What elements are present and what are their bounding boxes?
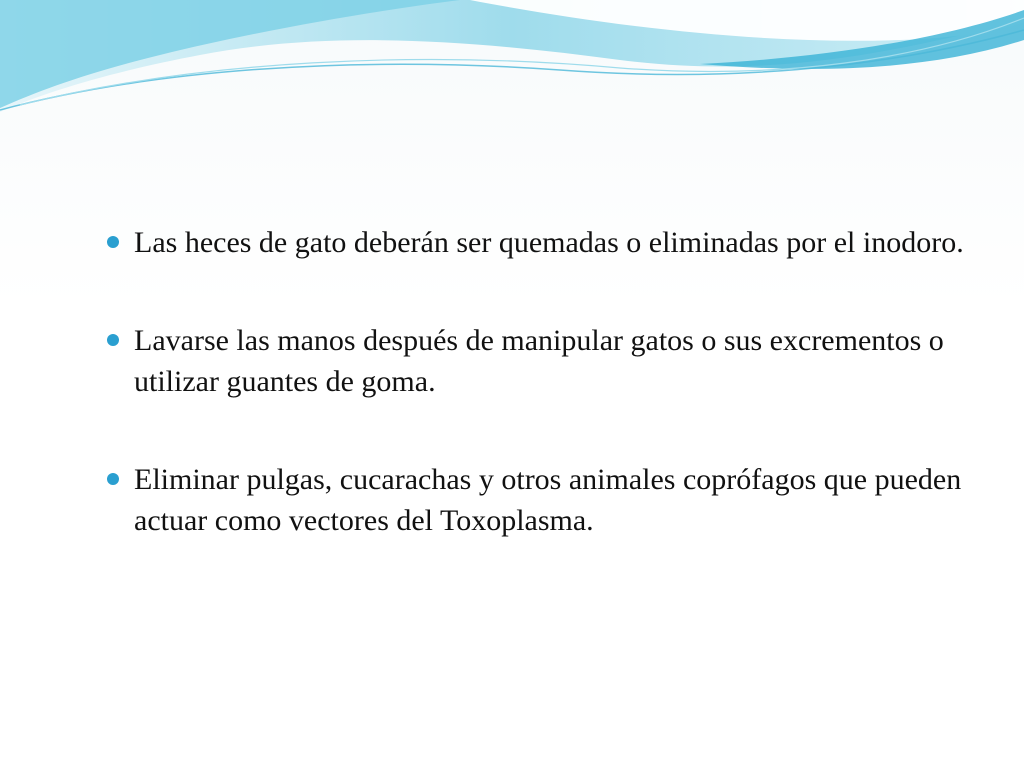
bullet-dot-icon bbox=[107, 236, 119, 248]
bullet-item bbox=[104, 222, 984, 263]
bullet-item bbox=[104, 459, 984, 541]
bullet-dot-icon bbox=[107, 473, 119, 485]
bullet-text: Lavarse las manos después de manipular gatos o sus excrementos o utilizar guantes de goma. bbox=[134, 324, 944, 398]
bullet-text: Eliminar pulgas, cucarachas y otros animales coprófagos que pueden actuar como vectores del Toxoplasma. bbox=[134, 463, 962, 537]
bullet-list bbox=[104, 222, 984, 598]
bullet-item bbox=[104, 320, 984, 402]
header-wave-decoration bbox=[0, 0, 1024, 130]
bullet-dot-icon bbox=[107, 334, 119, 346]
bullet-text: Las heces de gato deberán ser quemadas o eliminadas por el inodoro. bbox=[134, 226, 964, 259]
